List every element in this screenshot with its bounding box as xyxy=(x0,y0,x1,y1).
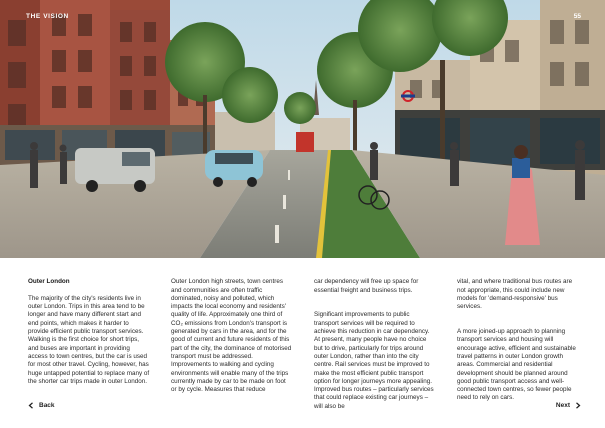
chevron-right-icon xyxy=(575,402,581,409)
chevron-left-icon xyxy=(28,402,34,409)
paragraph: Significant improvements to public transport services will be required to achieve this reduction in car dependency. At present, many people have no choice but to drive, particularly for trips around outer London, rather than into the city centre. Rail services must be improved to make the most efficient public transport option for longer journeys more appealing. Improved bus routes – particularly services that could replace existing car journeys – will also be xyxy=(314,311,434,410)
page-number: 55 xyxy=(573,13,581,20)
paragraph: vital, and where traditional bus routes are not appropriate, this could include new models for 'demand-responsive' bus services. xyxy=(457,278,573,311)
text-column-3 xyxy=(314,270,436,428)
next-label: Next xyxy=(555,402,570,409)
section-heading: Outer London xyxy=(28,278,70,286)
text-column-2 xyxy=(171,270,293,428)
next-button[interactable] xyxy=(556,402,581,409)
back-button[interactable] xyxy=(28,402,55,409)
back-label: Back xyxy=(39,402,55,409)
paragraph: car dependency will free up space for essential freight and business trips. xyxy=(314,278,419,294)
paragraph: The majority of the city's residents live in outer London. Trips in this area tend to be longer and have many different start and end points, which makes it harder to provide efficient public transport services. Walking is the first choice for short trips, and buses are important in providing access to town centres, but the car is used for most other travel. Cycling, however, has huge untapped potential to replace many of the shorter car trips made in outer London. xyxy=(28,294,150,385)
paragraph: Outer London high streets, town centres and communities are often traffic dominated, noisy and polluted, which impacts the local economy and residents' quality of life. Approximately one third of CO₂ emissions from London's transport is generated by cars in the area, and for the good of current and future residents of this part of the city, the dominance of motorised transport must be addressed. Improvements to walking and cycling environments will enable many of the trips currently made by car to be made on foot or by cycle. Measures that reduce xyxy=(171,278,292,394)
section-tag: THE VISION xyxy=(26,13,69,20)
paragraph: A more joined-up approach to planning transport services and housing will encourage active, efficient and sustainable travel patterns in outer London growth areas. Commercial and residential development should be planned around good public transport access and well-connected town centres, so fewer people need to rely on cars. xyxy=(457,328,576,402)
